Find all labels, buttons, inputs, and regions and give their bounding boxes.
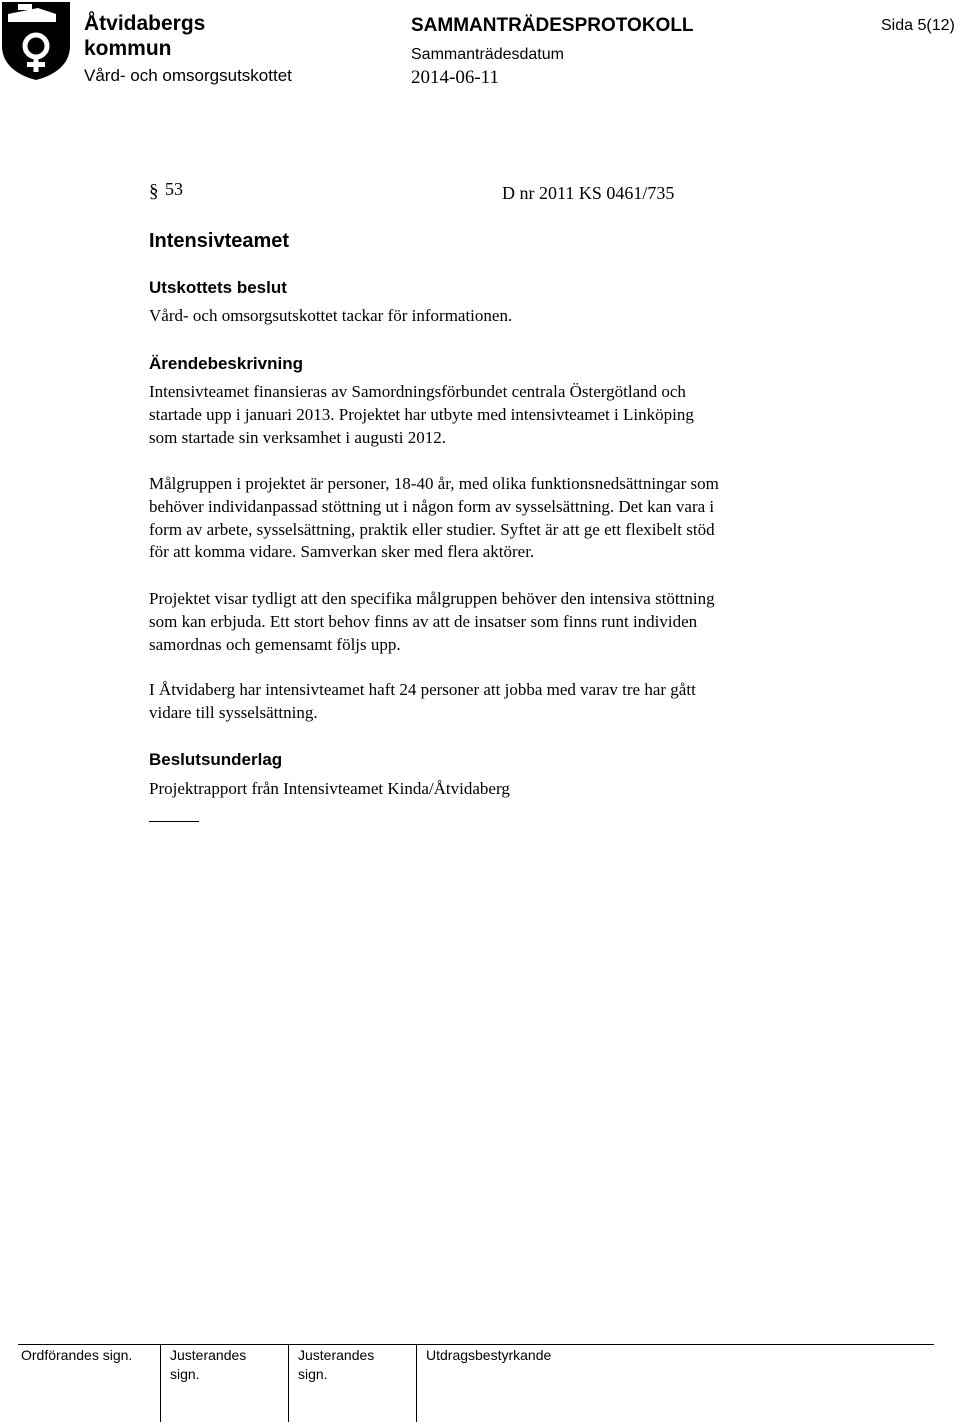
adjuster1-signature-label: Justerandes bbox=[170, 1347, 247, 1363]
paragraph-line: behöver individanpassad stöttning ut i någon form av sysselsättning. Det kan vara i bbox=[149, 496, 715, 516]
footer-divider bbox=[288, 1344, 289, 1422]
end-of-section-rule bbox=[149, 821, 199, 822]
paragraph-line: form av arbete, sysselsättning, praktik eller studier. Syftet är att ge ett flexibelt stöd bbox=[149, 519, 715, 539]
paragraph-line: som startade sin verksamhet i augusti 2012. bbox=[149, 427, 446, 447]
paragraph-line: Projektet visar tydligt att den specifika målgruppen behöver den intensiva stöttning bbox=[149, 589, 715, 608]
paragraph-line: I Åtvidaberg har intensivteamet haft 24 personer att jobba med varav tre har gått bbox=[149, 680, 696, 699]
section-sign-icon bbox=[149, 180, 160, 202]
paragraph-line: som kan erbjuda. Ett stort behov finns av att de insatser som finns runt individen bbox=[149, 611, 698, 631]
paragraph-line: Målgruppen i projektet är personer, 18-40 år, med olika funktionsnedsättningar som bbox=[149, 474, 719, 493]
basis-text: Projektrapport från Intensivteamet Kinda/Åtvidaberg bbox=[149, 779, 510, 798]
paragraph-2 bbox=[149, 473, 829, 564]
paragraph-4 bbox=[149, 679, 829, 725]
municipal-coat-of-arms-icon bbox=[0, 0, 72, 82]
footer-divider bbox=[416, 1344, 417, 1422]
footer-rule bbox=[18, 1344, 934, 1345]
committee-name: Vård- och omsorgsutskottet bbox=[84, 66, 292, 85]
document-title: SAMMANTRÄDESPROTOKOLL bbox=[411, 15, 694, 36]
org-name-line2: kommun bbox=[84, 37, 172, 60]
paragraph-number: 53 bbox=[165, 179, 183, 199]
diary-number: D nr 2011 KS 0461/735 bbox=[502, 183, 675, 203]
paragraph-line: startade upp i januari 2013. Projektet har utbyte med intensivteamet i Linköping bbox=[149, 404, 694, 424]
page-number: Sida 5(12) bbox=[881, 17, 955, 34]
footer-divider bbox=[160, 1344, 161, 1422]
org-name-line1: Åtvidabergs bbox=[84, 12, 206, 35]
paragraph-line: samordnas och gemensamt följs upp. bbox=[149, 634, 401, 654]
section-title: Intensivteamet bbox=[149, 230, 290, 252]
paragraph-line: Intensivteamet finansieras av Samordningsförbundet centrala Östergötland och bbox=[149, 382, 686, 401]
adjuster2-signature-label: sign. bbox=[298, 1366, 328, 1382]
description-heading: Ärendebeskrivning bbox=[149, 354, 303, 373]
adjuster2-signature-label: Justerandes bbox=[298, 1347, 375, 1363]
adjuster1-signature-label: sign. bbox=[170, 1366, 200, 1382]
basis-heading: Beslutsunderlag bbox=[149, 750, 283, 769]
svg-text:§: § bbox=[149, 181, 159, 202]
meeting-date-label: Sammanträdesdatum bbox=[411, 46, 564, 63]
paragraph-line: vidare till sysselsättning. bbox=[149, 702, 318, 722]
chair-signature-label: Ordförandes sign. bbox=[21, 1347, 133, 1363]
paragraph-3 bbox=[149, 588, 829, 656]
extract-certification-label: Utdragsbestyrkande bbox=[426, 1347, 552, 1363]
decision-heading: Utskottets beslut bbox=[149, 278, 287, 297]
paragraph-line: för att komma vidare. Samverkan sker med flera aktörer. bbox=[149, 542, 535, 562]
paragraph-1 bbox=[149, 381, 829, 449]
meeting-date-value: 2014-06-11 bbox=[411, 67, 499, 88]
decision-text: Vård- och omsorgsutskottet tackar för informationen. bbox=[149, 306, 513, 325]
